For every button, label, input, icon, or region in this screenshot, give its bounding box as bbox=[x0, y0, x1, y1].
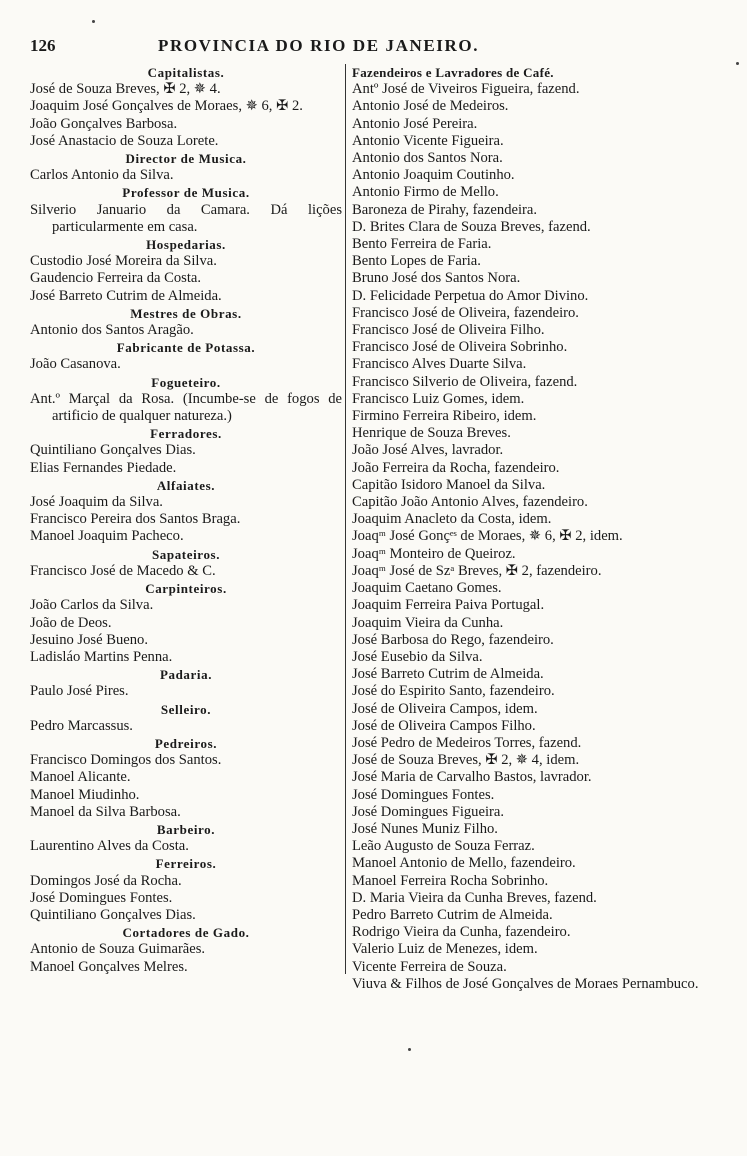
directory-entry: Vicente Ferreira de Souza. bbox=[352, 958, 507, 975]
directory-entry: Carlos Antonio da Silva. bbox=[30, 167, 174, 184]
directory-entry: José Pedro de Medeiros Torres, fazend. bbox=[352, 734, 582, 751]
directory-entry: José de Oliveira Campos, idem. bbox=[352, 700, 538, 717]
page-number: 126 bbox=[30, 36, 56, 55]
directory-entry: Paulo José Pires. bbox=[30, 683, 129, 700]
directory-entry: Henrique de Souza Breves. bbox=[352, 425, 511, 442]
directory-entry: Antonio Firmo de Mello. bbox=[352, 184, 499, 201]
directory-entry: Pedro Barreto Cutrim de Almeida. bbox=[352, 906, 553, 923]
directory-entry: Joaqᵐ José Gonçᵉˢ de Moraes, ✵ 6, ✠ 2, idem. bbox=[352, 528, 623, 545]
section-heading: Director de Musica. bbox=[125, 151, 247, 167]
directory-entry: Manoel Antonio de Mello, fazendeiro. bbox=[352, 855, 576, 872]
print-speck bbox=[92, 20, 95, 23]
directory-entry: José Barreto Cutrim de Almeida. bbox=[30, 287, 222, 304]
print-speck bbox=[736, 62, 739, 65]
directory-entry: José Domingues Fontes. bbox=[352, 786, 495, 803]
directory-entry: Joaquim Anacleto da Costa, idem. bbox=[352, 511, 552, 528]
page-header bbox=[30, 36, 730, 56]
directory-entry: Antonio de Souza Guimarães. bbox=[30, 941, 206, 958]
column-divider bbox=[345, 64, 346, 974]
section-heading: Ferreiros. bbox=[155, 856, 217, 872]
section-heading: Professor de Musica. bbox=[122, 185, 250, 201]
directory-entry: Bruno José dos Santos Nora. bbox=[352, 270, 521, 287]
directory-entry: Manoel Miudinho. bbox=[30, 786, 140, 803]
directory-entry: Bento Ferreira de Faria. bbox=[352, 236, 492, 253]
directory-entry: Laurentino Alves da Costa. bbox=[30, 838, 189, 855]
directory-entry: Viuva & Filhos de José Gonçalves de Moraes Pernambuco. bbox=[352, 975, 699, 992]
directory-entry: José Nunes Muniz Filho. bbox=[352, 820, 498, 837]
directory-entry: Pedro Marcassus. bbox=[30, 717, 133, 734]
directory-entry: Domingos José da Rocha. bbox=[30, 872, 182, 889]
directory-entry: Antonio Vicente Figueira. bbox=[352, 132, 504, 149]
section-heading: Fabricante de Potassa. bbox=[116, 340, 256, 356]
directory-entry: Leão Augusto de Souza Ferraz. bbox=[352, 838, 535, 855]
directory-entry: João Casanova. bbox=[30, 356, 121, 373]
directory-entry: Baroneza de Pirahy, fazendeira. bbox=[352, 201, 538, 218]
directory-entry: João Gonçalves Barbosa. bbox=[30, 115, 178, 132]
directory-entry: Antonio dos Santos Nora. bbox=[352, 150, 503, 167]
left-column bbox=[30, 64, 342, 976]
section-heading: Selleiro. bbox=[160, 701, 212, 717]
directory-entry: Capitão Isidoro Manoel da Silva. bbox=[352, 476, 546, 493]
directory-entry: Francisco José de Macedo & C. bbox=[30, 562, 216, 579]
directory-entry: Manoel da Silva Barbosa. bbox=[30, 803, 181, 820]
directory-entry: João Carlos da Silva. bbox=[30, 597, 154, 614]
directory-entry: José Eusebio da Silva. bbox=[352, 648, 483, 665]
section-heading: Hospedarias. bbox=[146, 237, 226, 253]
directory-entry: Francisco José de Oliveira Sobrinho. bbox=[352, 339, 568, 356]
directory-entry: Francisco Alves Duarte Silva. bbox=[352, 356, 527, 373]
directory-entry: José Barbosa do Rego, fazendeiro. bbox=[352, 631, 554, 648]
directory-entry: Quintiliano Gonçalves Dias. bbox=[30, 442, 196, 459]
directory-entry: Manoel Ferreira Rocha Sobrinho. bbox=[352, 872, 549, 889]
directory-entry: José Anastacio de Souza Lorete. bbox=[30, 132, 219, 149]
directory-entry: Manoel Gonçalves Melres. bbox=[30, 958, 188, 975]
directory-entry: José Maria de Carvalho Bastos, lavrador. bbox=[352, 769, 592, 786]
directory-entry: Jesuino José Bueno. bbox=[30, 631, 148, 648]
directory-entry: Manoel Joaquim Pacheco. bbox=[30, 528, 184, 545]
directory-entry: Antonio José de Medeiros. bbox=[352, 98, 509, 115]
directory-entry: Ant.º Marçal da Rosa. (Incumbe-se de fogos de artificio de qualquer natureza.) bbox=[30, 390, 342, 425]
directory-entry: Silverio Januario da Camara. Dá lições particularmente em casa. bbox=[30, 201, 342, 235]
directory-entry: José de Souza Breves, ✠ 2, ✵ 4. bbox=[30, 81, 221, 98]
directory-entry: Capitão João Antonio Alves, fazendeiro. bbox=[352, 494, 588, 511]
directory-entry: João Ferreira da Rocha, fazendeiro. bbox=[352, 459, 560, 476]
directory-entry: José de Souza Breves, ✠ 2, ✵ 4, idem. bbox=[352, 752, 580, 769]
section-heading: Alfaiates. bbox=[156, 477, 216, 493]
directory-entry: Antº José de Viveiros Figueira, fazend. bbox=[352, 81, 580, 98]
section-heading: Pedreiros. bbox=[154, 735, 218, 751]
section-heading: Ferradores. bbox=[150, 426, 222, 442]
right-column bbox=[352, 64, 712, 993]
print-speck bbox=[408, 1048, 411, 1051]
directory-entry: José do Espirito Santo, fazendeiro. bbox=[352, 683, 555, 700]
directory-entry: Francisco Domingos dos Santos. bbox=[30, 752, 222, 769]
directory-entry: Quintiliano Gonçalves Dias. bbox=[30, 906, 196, 923]
directory-entry: José Joaquim da Silva. bbox=[30, 494, 163, 511]
section-heading: Fazendeiros e Lavradores de Café. bbox=[352, 65, 554, 80]
directory-entry: Gaudencio Ferreira da Costa. bbox=[30, 270, 202, 287]
directory-entry: Custodio José Moreira da Silva. bbox=[30, 253, 217, 270]
directory-entry: D. Felicidade Perpetua do Amor Divino. bbox=[352, 287, 589, 304]
directory-entry: Firmino Ferreira Ribeiro, idem. bbox=[352, 408, 537, 425]
section-heading: Cortadores de Gado. bbox=[122, 925, 250, 941]
directory-entry: João José Alves, lavrador. bbox=[352, 442, 504, 459]
section-heading: Capitalistas. bbox=[147, 65, 225, 80]
section-heading: Mestres de Obras. bbox=[130, 305, 242, 321]
directory-entry: Francisco José de Oliveira Filho. bbox=[352, 322, 545, 339]
directory-entry: José Barreto Cutrim de Almeida. bbox=[352, 666, 544, 683]
section-heading: Barbeiro. bbox=[156, 821, 216, 837]
running-title: PROVINCIA DO RIO DE JANEIRO. bbox=[158, 36, 480, 55]
directory-entry: Joaqᵐ Monteiro de Queiroz. bbox=[352, 545, 516, 562]
directory-entry: Joaquim Caetano Gomes. bbox=[352, 580, 502, 597]
directory-entry: Joaqᵐ José de Szᵃ Breves, ✠ 2, fazendeiro. bbox=[352, 562, 602, 579]
directory-entry: Bento Lopes de Faria. bbox=[352, 253, 481, 270]
directory-entry: Antonio Joaquim Coutinho. bbox=[352, 167, 515, 184]
directory-entry: Manoel Alicante. bbox=[30, 769, 131, 786]
directory-entry: Antonio dos Santos Aragão. bbox=[30, 322, 194, 339]
directory-entry: Joaquim Ferreira Paiva Portugal. bbox=[352, 597, 545, 614]
directory-entry: José Domingues Figueira. bbox=[352, 803, 505, 820]
directory-entry: Francisco José de Oliveira, fazendeiro. bbox=[352, 304, 579, 321]
directory-entry: Francisco Luiz Gomes, idem. bbox=[352, 390, 525, 407]
directory-entry: D. Maria Vieira da Cunha Breves, fazend. bbox=[352, 889, 597, 906]
directory-entry: Antonio José Pereira. bbox=[352, 115, 478, 132]
directory-entry: Joaquim Vieira da Cunha. bbox=[352, 614, 504, 631]
directory-entry: Rodrigo Vieira da Cunha, fazendeiro. bbox=[352, 924, 571, 941]
section-heading: Fogueteiro. bbox=[151, 374, 221, 390]
directory-entry: João de Deos. bbox=[30, 614, 112, 631]
directory-entry: Valerio Luiz de Menezes, idem. bbox=[352, 941, 538, 958]
section-heading: Padaria. bbox=[159, 667, 213, 683]
directory-entry: Francisco Silverio de Oliveira, fazend. bbox=[352, 373, 578, 390]
directory-entry: José Domingues Fontes. bbox=[30, 889, 173, 906]
directory-entry: José de Oliveira Campos Filho. bbox=[352, 717, 536, 734]
section-heading: Carpinteiros. bbox=[145, 581, 227, 597]
section-heading: Sapateiros. bbox=[151, 546, 221, 562]
directory-entry: Joaquim José Gonçalves de Moraes, ✵ 6, ✠ 2. bbox=[30, 98, 303, 115]
directory-entry: Elias Fernandes Piedade. bbox=[30, 459, 177, 476]
directory-entry: Francisco Pereira dos Santos Braga. bbox=[30, 511, 241, 528]
directory-entry: D. Brites Clara de Souza Breves, fazend. bbox=[352, 218, 591, 235]
directory-entry: Ladisláo Martins Penna. bbox=[30, 648, 173, 665]
